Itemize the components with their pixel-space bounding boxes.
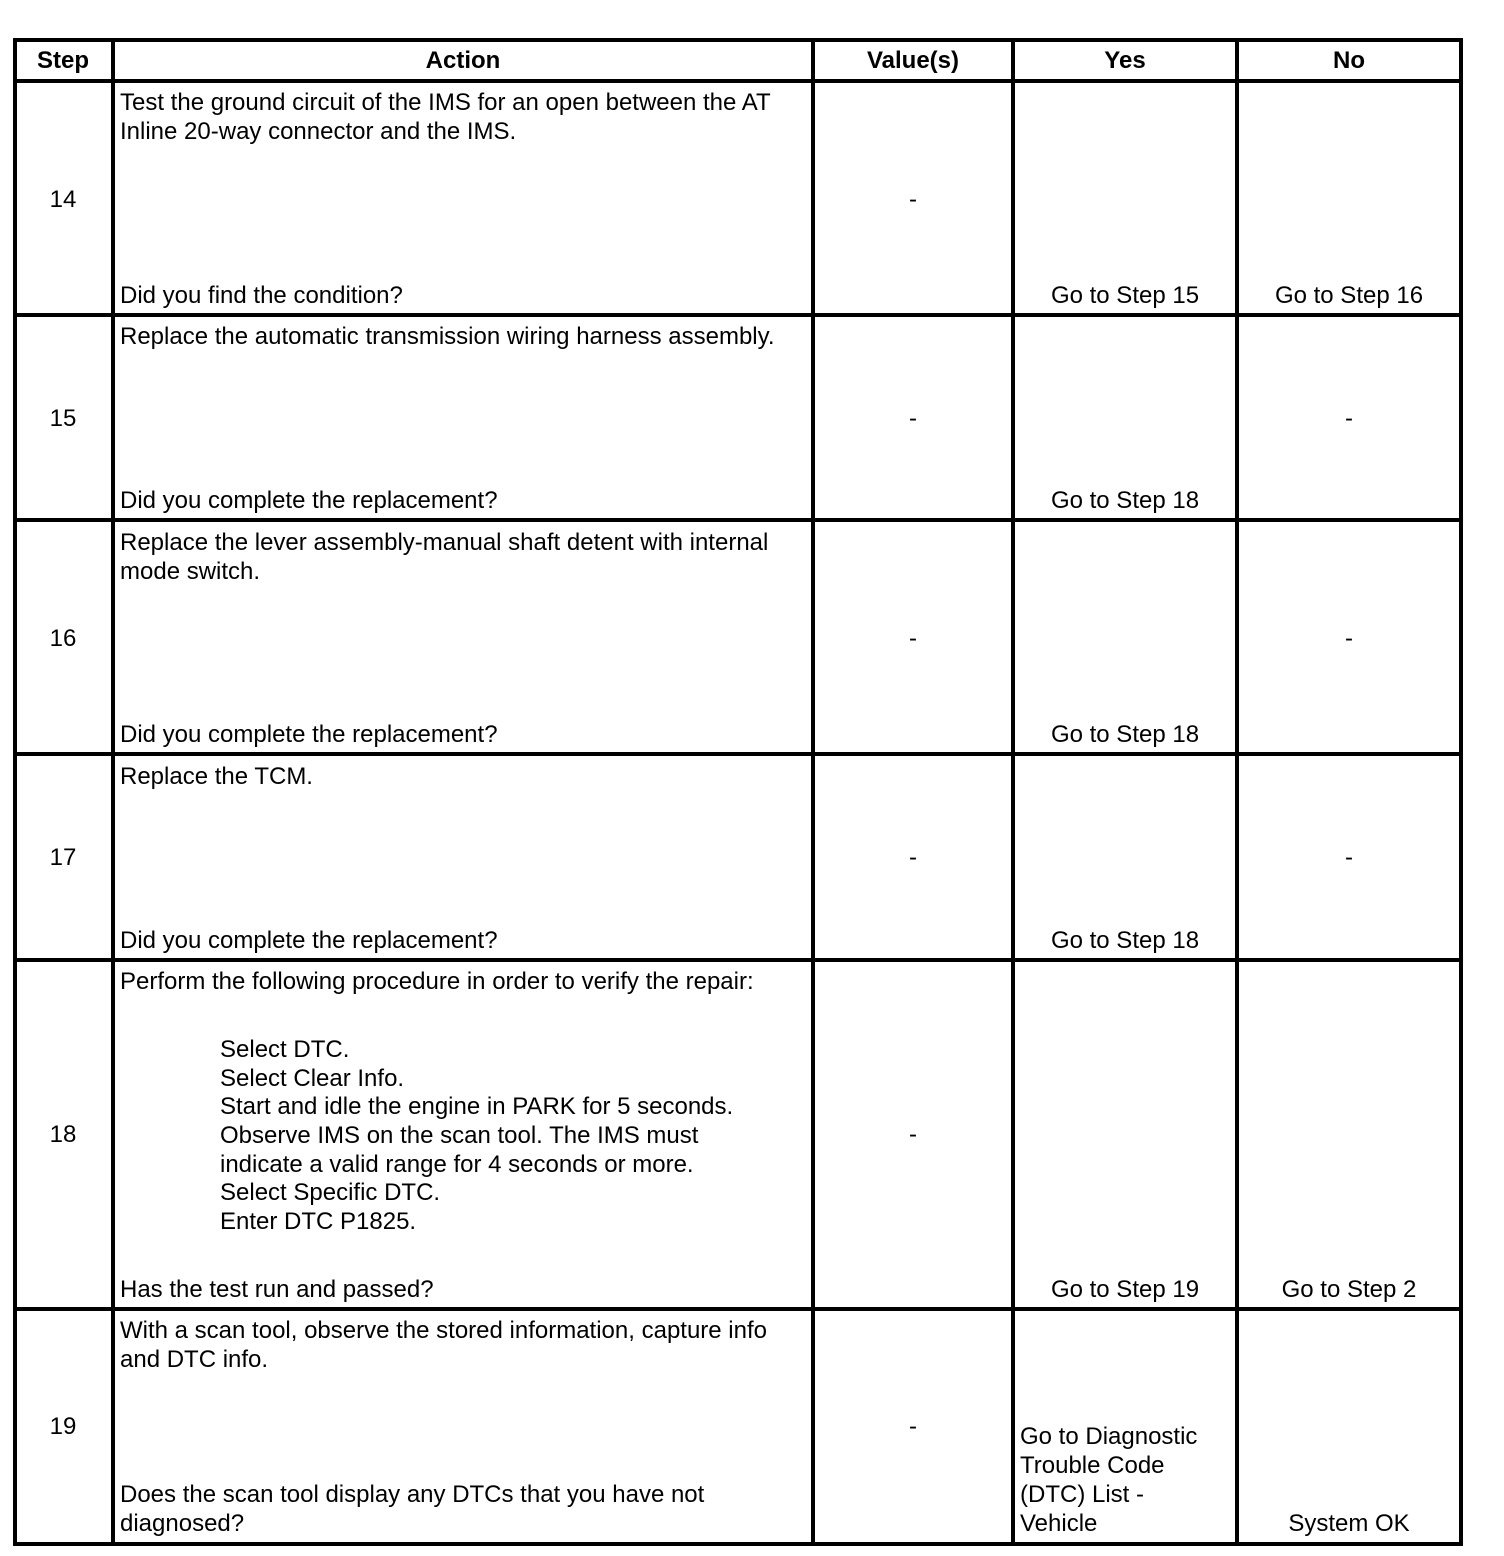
procedure-step: Enter DTC P1825.: [220, 1208, 417, 1235]
value-cell: -: [909, 1121, 917, 1148]
column-divider: [811, 38, 815, 1546]
step-number: 15: [49, 405, 77, 432]
value-cell: -: [909, 1413, 917, 1440]
action-text: mode switch.: [120, 558, 261, 585]
yes-cell: (DTC) List -: [1020, 1481, 1144, 1508]
value-cell: -: [909, 844, 917, 871]
action-text: Replace the TCM.: [120, 763, 313, 790]
table-border-left: [13, 38, 17, 1546]
header-action: Action: [425, 47, 501, 74]
step-number: 16: [49, 625, 77, 652]
action-question: Did you find the condition?: [120, 282, 403, 309]
table-border-top: [13, 38, 1463, 42]
value-cell: -: [909, 405, 917, 432]
action-text: and DTC info.: [120, 1346, 269, 1373]
action-question: Has the test run and passed?: [120, 1276, 434, 1303]
header-yes: Yes: [1104, 47, 1146, 74]
header-values: Value(s): [866, 47, 960, 74]
no-cell: Go to Step 2: [1281, 1276, 1417, 1303]
row-divider: [13, 752, 1463, 756]
no-cell: Go to Step 16: [1274, 282, 1424, 309]
value-cell: -: [909, 186, 917, 213]
no-cell: System OK: [1288, 1510, 1410, 1537]
column-divider: [1235, 38, 1239, 1546]
procedure-step: Start and idle the engine in PARK for 5 seconds.: [220, 1093, 734, 1120]
step-number: 17: [49, 844, 77, 871]
action-text: Test the ground circuit of the IMS for an open between the AT: [120, 89, 771, 116]
action-question: Did you complete the replacement?: [120, 927, 498, 954]
column-divider: [111, 38, 115, 1546]
header-no: No: [1333, 47, 1365, 74]
action-text: Inline 20-way connector and the IMS.: [120, 118, 517, 145]
procedure-step: indicate a valid range for 4 seconds or more.: [220, 1151, 694, 1178]
column-divider: [1011, 38, 1015, 1546]
yes-cell: Go to Step 18: [1050, 927, 1200, 954]
action-text: Perform the following procedure in order to verify the repair:: [120, 968, 754, 995]
no-cell: -: [1345, 405, 1353, 432]
action-question: Did you complete the replacement?: [120, 487, 498, 514]
table-border-bottom: [13, 1542, 1463, 1546]
action-text: Replace the automatic transmission wiring harness assembly.: [120, 323, 775, 350]
procedure-step: Select DTC.: [220, 1036, 350, 1063]
procedure-step: Select Clear Info.: [220, 1065, 405, 1092]
action-question: Does the scan tool display any DTCs that you have not: [120, 1481, 705, 1508]
step-number: 18: [49, 1121, 77, 1148]
yes-cell: Go to Step 15: [1050, 282, 1200, 309]
no-cell: -: [1345, 625, 1353, 652]
yes-cell: Trouble Code: [1020, 1452, 1165, 1479]
action-question: Did you complete the replacement?: [120, 721, 498, 748]
row-divider: [13, 313, 1463, 317]
procedure-step: Observe IMS on the scan tool. The IMS must: [220, 1122, 699, 1149]
step-number: 19: [49, 1413, 77, 1440]
yes-cell: Go to Step 19: [1050, 1276, 1200, 1303]
step-number: 14: [49, 186, 77, 213]
action-text: With a scan tool, observe the stored information, capture info: [120, 1317, 768, 1344]
row-divider: [13, 958, 1463, 962]
yes-cell: Go to Step 18: [1050, 721, 1200, 748]
yes-cell: Vehicle: [1020, 1510, 1098, 1537]
header-step: Step: [36, 47, 89, 74]
action-question: diagnosed?: [120, 1510, 245, 1537]
table-border-right: [1459, 38, 1463, 1546]
yes-cell: Go to Step 18: [1050, 487, 1200, 514]
row-divider: [13, 518, 1463, 522]
value-cell: -: [909, 625, 917, 652]
yes-cell: Go to Diagnostic: [1020, 1423, 1198, 1450]
action-text: Replace the lever assembly-manual shaft detent with internal: [120, 529, 769, 556]
row-divider: [13, 1307, 1463, 1311]
procedure-step: Select Specific DTC.: [220, 1179, 441, 1206]
header-divider: [13, 79, 1463, 83]
no-cell: -: [1345, 844, 1353, 871]
